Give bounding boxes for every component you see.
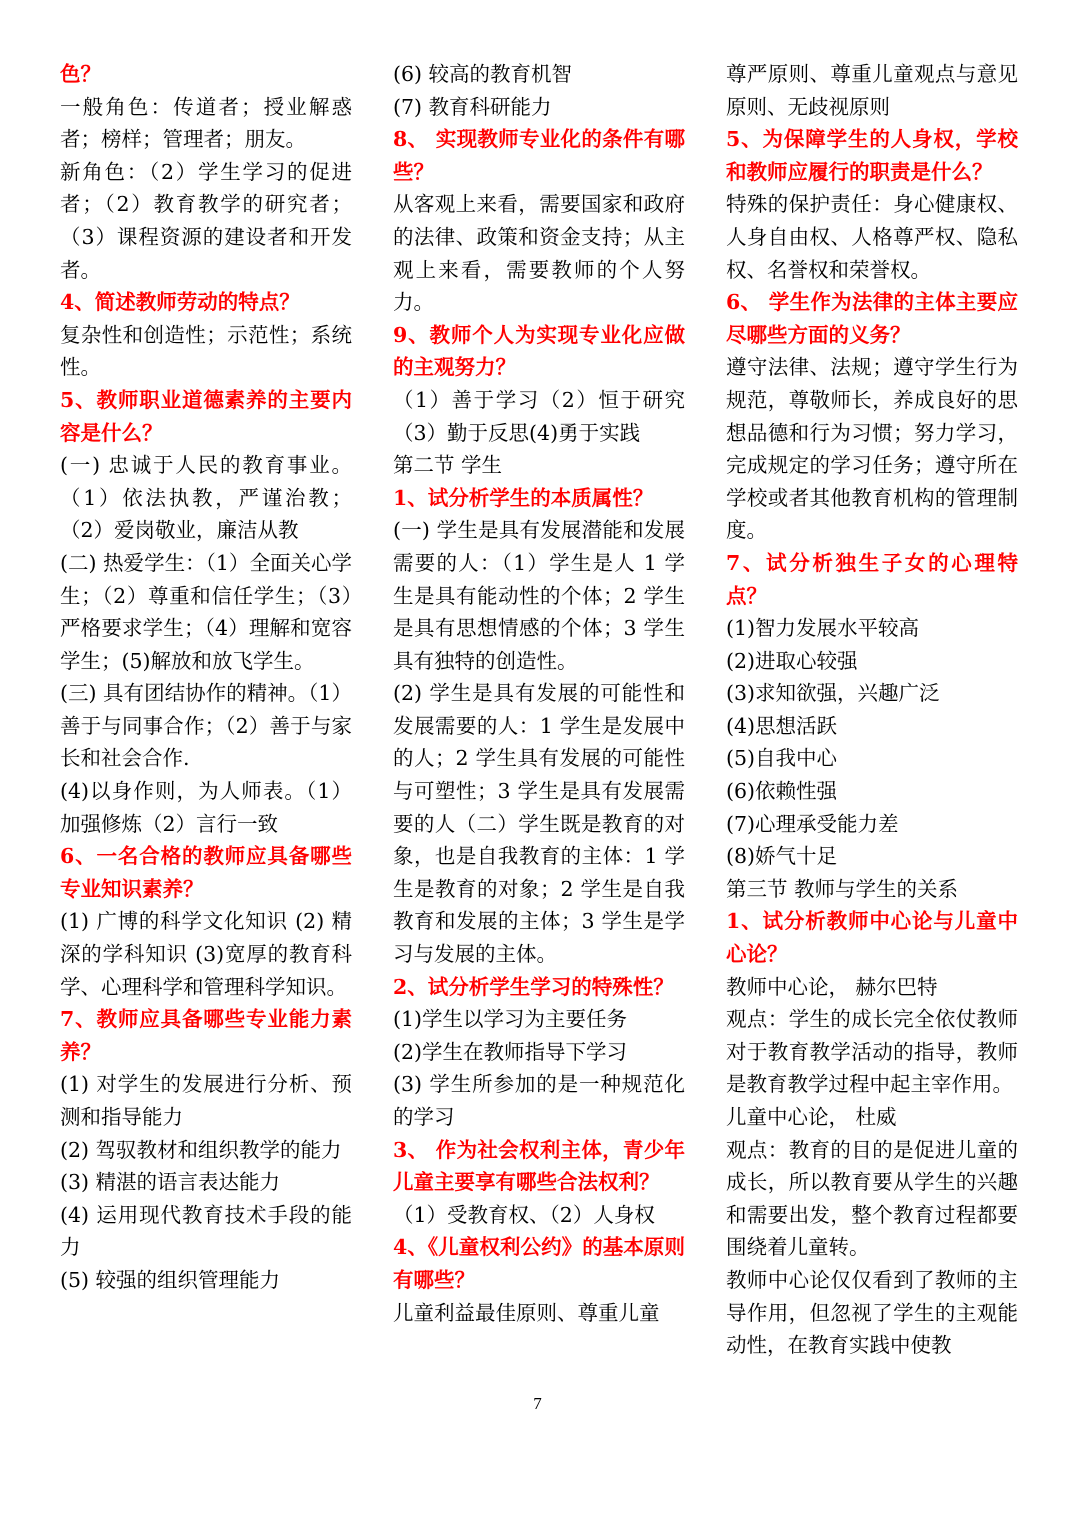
body-paragraph: (1) 对学生的发展进行分析、预测和指导能力 — [60, 1072, 352, 1129]
question-heading: 1、试分析学生的本质属性？ — [393, 485, 654, 510]
body-paragraph: (8)娇气十足 — [726, 844, 838, 869]
body-paragraph: 尊严原则、尊重儿童观点与意见原则、无歧视原则 — [726, 62, 1018, 119]
body-paragraph: (1)智力发展水平较高 — [726, 616, 920, 641]
body-paragraph: 儿童利益最佳原则、尊重儿童 — [393, 1300, 660, 1325]
body-paragraph: 遵守法律、法规；遵守学生行为规范，尊敬师长，养成良好的思想品德和行为习惯；努力学习，完成规定的学习任务；遵守所在学校或者其他教育机构的管理制度。 — [726, 355, 1018, 543]
question-heading: 1、试分析教师中心论与儿童中心论？ — [726, 909, 1018, 967]
body-paragraph: (4)以身作则，为人师表。（1）加强修炼（2）言行一致 — [60, 779, 352, 836]
body-paragraph: (7)心理承受能力差 — [726, 811, 899, 836]
question-heading: 9、教师个人为实现专业化应做的主观努力？ — [393, 322, 685, 380]
question-heading: 5、为保障学生的人身权，学校和教师应履行的职责是什么？ — [726, 127, 1018, 184]
body-paragraph: (2)学生在教师指导下学习 — [393, 1039, 628, 1064]
body-paragraph: 观点：学生的成长完全依仗教师对于教育教学活动的指导，教师是教育教学过程中起主宰作用。 — [726, 1007, 1018, 1097]
question-heading: 4、简述教师劳动的特点？ — [60, 290, 300, 315]
question-heading: 2、试分析学生学习的特殊性？ — [393, 974, 674, 999]
body-paragraph: (1)学生以学习为主要任务 — [393, 1007, 628, 1032]
body-paragraph: (2) 学生是具有发展的可能性和发展需要的人：1 学生是发展中的人；2 学生具有发展的可能性与可塑性；3 学生是具有发展需要的人（二）学生既是教育的对象，也是自我教育的主体：1 学生是教育的对象；2 学生是自我教育和发展的主体；3 学生是学习与发展的主体。 — [393, 681, 685, 967]
column-left — [60, 58, 352, 1297]
body-paragraph: 新角色：（2）学生学习的促进者；（2）教育教学的研究者；（3）课程资源的建设者和开发者。 — [60, 159, 352, 282]
body-paragraph: (6)依赖性强 — [726, 779, 838, 804]
column-middle — [393, 58, 685, 1329]
body-paragraph: 第三节 教师与学生的关系 — [726, 876, 959, 901]
body-paragraph: (2)进取心较强 — [726, 648, 858, 673]
body-paragraph: (4)思想活跃 — [726, 713, 838, 738]
body-paragraph: (5)自我中心 — [726, 746, 838, 771]
question-heading: 色？ — [60, 62, 101, 86]
page-number: 7 — [533, 1394, 542, 1413]
question-heading: 7、教师应具备哪些专业能力素养？ — [60, 1007, 352, 1064]
body-paragraph: 教师中心论仅仅看到了教师的主导作用，但忽视了学生的主观能动性，在教育实践中使教 — [726, 1267, 1018, 1358]
body-paragraph: (5) 较强的组织管理能力 — [60, 1267, 281, 1292]
body-paragraph: （1）受教育权、（2）人身权 — [393, 1202, 655, 1227]
body-paragraph: 复杂性和创造性；示范性；系统性。 — [60, 322, 352, 380]
question-heading: 6、 学生作为法律的主体主要应尽哪些方面的义务？ — [726, 290, 1018, 347]
body-paragraph: (1) 广博的科学文化知识 (2) 精深的学科知识 (3)宽厚的教育科学、心理科学和管理科学知识。 — [60, 909, 352, 999]
body-paragraph: (3)求知欲强，兴趣广泛 — [726, 681, 940, 706]
body-paragraph: (三) 具有团结协作的精神。（1）善于与同事合作；（2）善于与家长和社会合作. — [60, 681, 352, 771]
body-paragraph: (一) 忠诚于人民的教育事业。（1）依法执教，严谨治教；（2）爱岗敬业，廉洁从教 — [60, 453, 352, 543]
body-paragraph: 从客观上来看，需要国家和政府的法律、政策和资金支持；从主观上来看，需要教师的个人努力。 — [393, 192, 685, 315]
body-paragraph: 第二节 学生 — [393, 453, 503, 478]
question-heading: 4、《儿童权利公约》的基本原则有哪些？ — [393, 1235, 685, 1292]
body-paragraph: 特殊的保护责任：身心健康权、人身自由权、人格尊严权、隐私权、名誉权和荣誉权。 — [726, 192, 1018, 282]
body-paragraph: (二) 热爱学生：（1）全面关心学生；（2）尊重和信任学生；（3）严格要求学生；（4）理解和宽容学生；(5)解放和放飞学生。 — [60, 550, 352, 673]
body-paragraph: 一般角色：传道者；授业解惑者；榜样；管理者；朋友。 — [60, 94, 352, 152]
body-paragraph: 观点：教育的目的是促进儿童的成长，所以教育要从学生的兴趣和需要出发，整个教育过程都要围绕着儿童转。 — [726, 1137, 1018, 1260]
body-paragraph: (6) 较高的教育机智 — [393, 62, 573, 86]
body-paragraph: 教师中心论， 赫尔巴特 — [726, 974, 938, 999]
question-heading: 5、教师职业道德素养的主要内容是什么？ — [60, 387, 352, 445]
body-paragraph: (7) 教育科研能力 — [393, 94, 552, 119]
body-paragraph: (一) 学生是具有发展潜能和发展需要的人：（1）学生是人 1 学生是具有能动性的个体；2 学生是具有思想情感的个体；3 学生具有独特的创造性。 — [393, 518, 685, 673]
body-paragraph: (3) 精湛的语言表达能力 — [60, 1170, 281, 1195]
body-paragraph: (3) 学生所参加的是一种规范化的学习 — [393, 1072, 685, 1129]
question-heading: 7、试分析独生子女的心理特点？ — [726, 550, 1018, 608]
column-right — [726, 58, 1018, 1362]
body-paragraph: 儿童中心论， 杜威 — [726, 1105, 897, 1129]
question-heading: 6、一名合格的教师应具备哪些专业知识素养？ — [60, 844, 352, 901]
body-paragraph: (2) 驾驭教材和组织教学的能力 — [60, 1137, 342, 1162]
body-paragraph: (4) 运用现代教育技术手段的能力 — [60, 1202, 352, 1260]
question-heading: 3、 作为社会权利主体，青少年儿童主要享有哪些合法权利？ — [393, 1137, 685, 1195]
body-paragraph: （1）善于学习（2）恒于研究（3）勤于反思(4)勇于实践 — [393, 387, 685, 445]
question-heading: 8、 实现教师专业化的条件有哪些？ — [393, 127, 685, 184]
